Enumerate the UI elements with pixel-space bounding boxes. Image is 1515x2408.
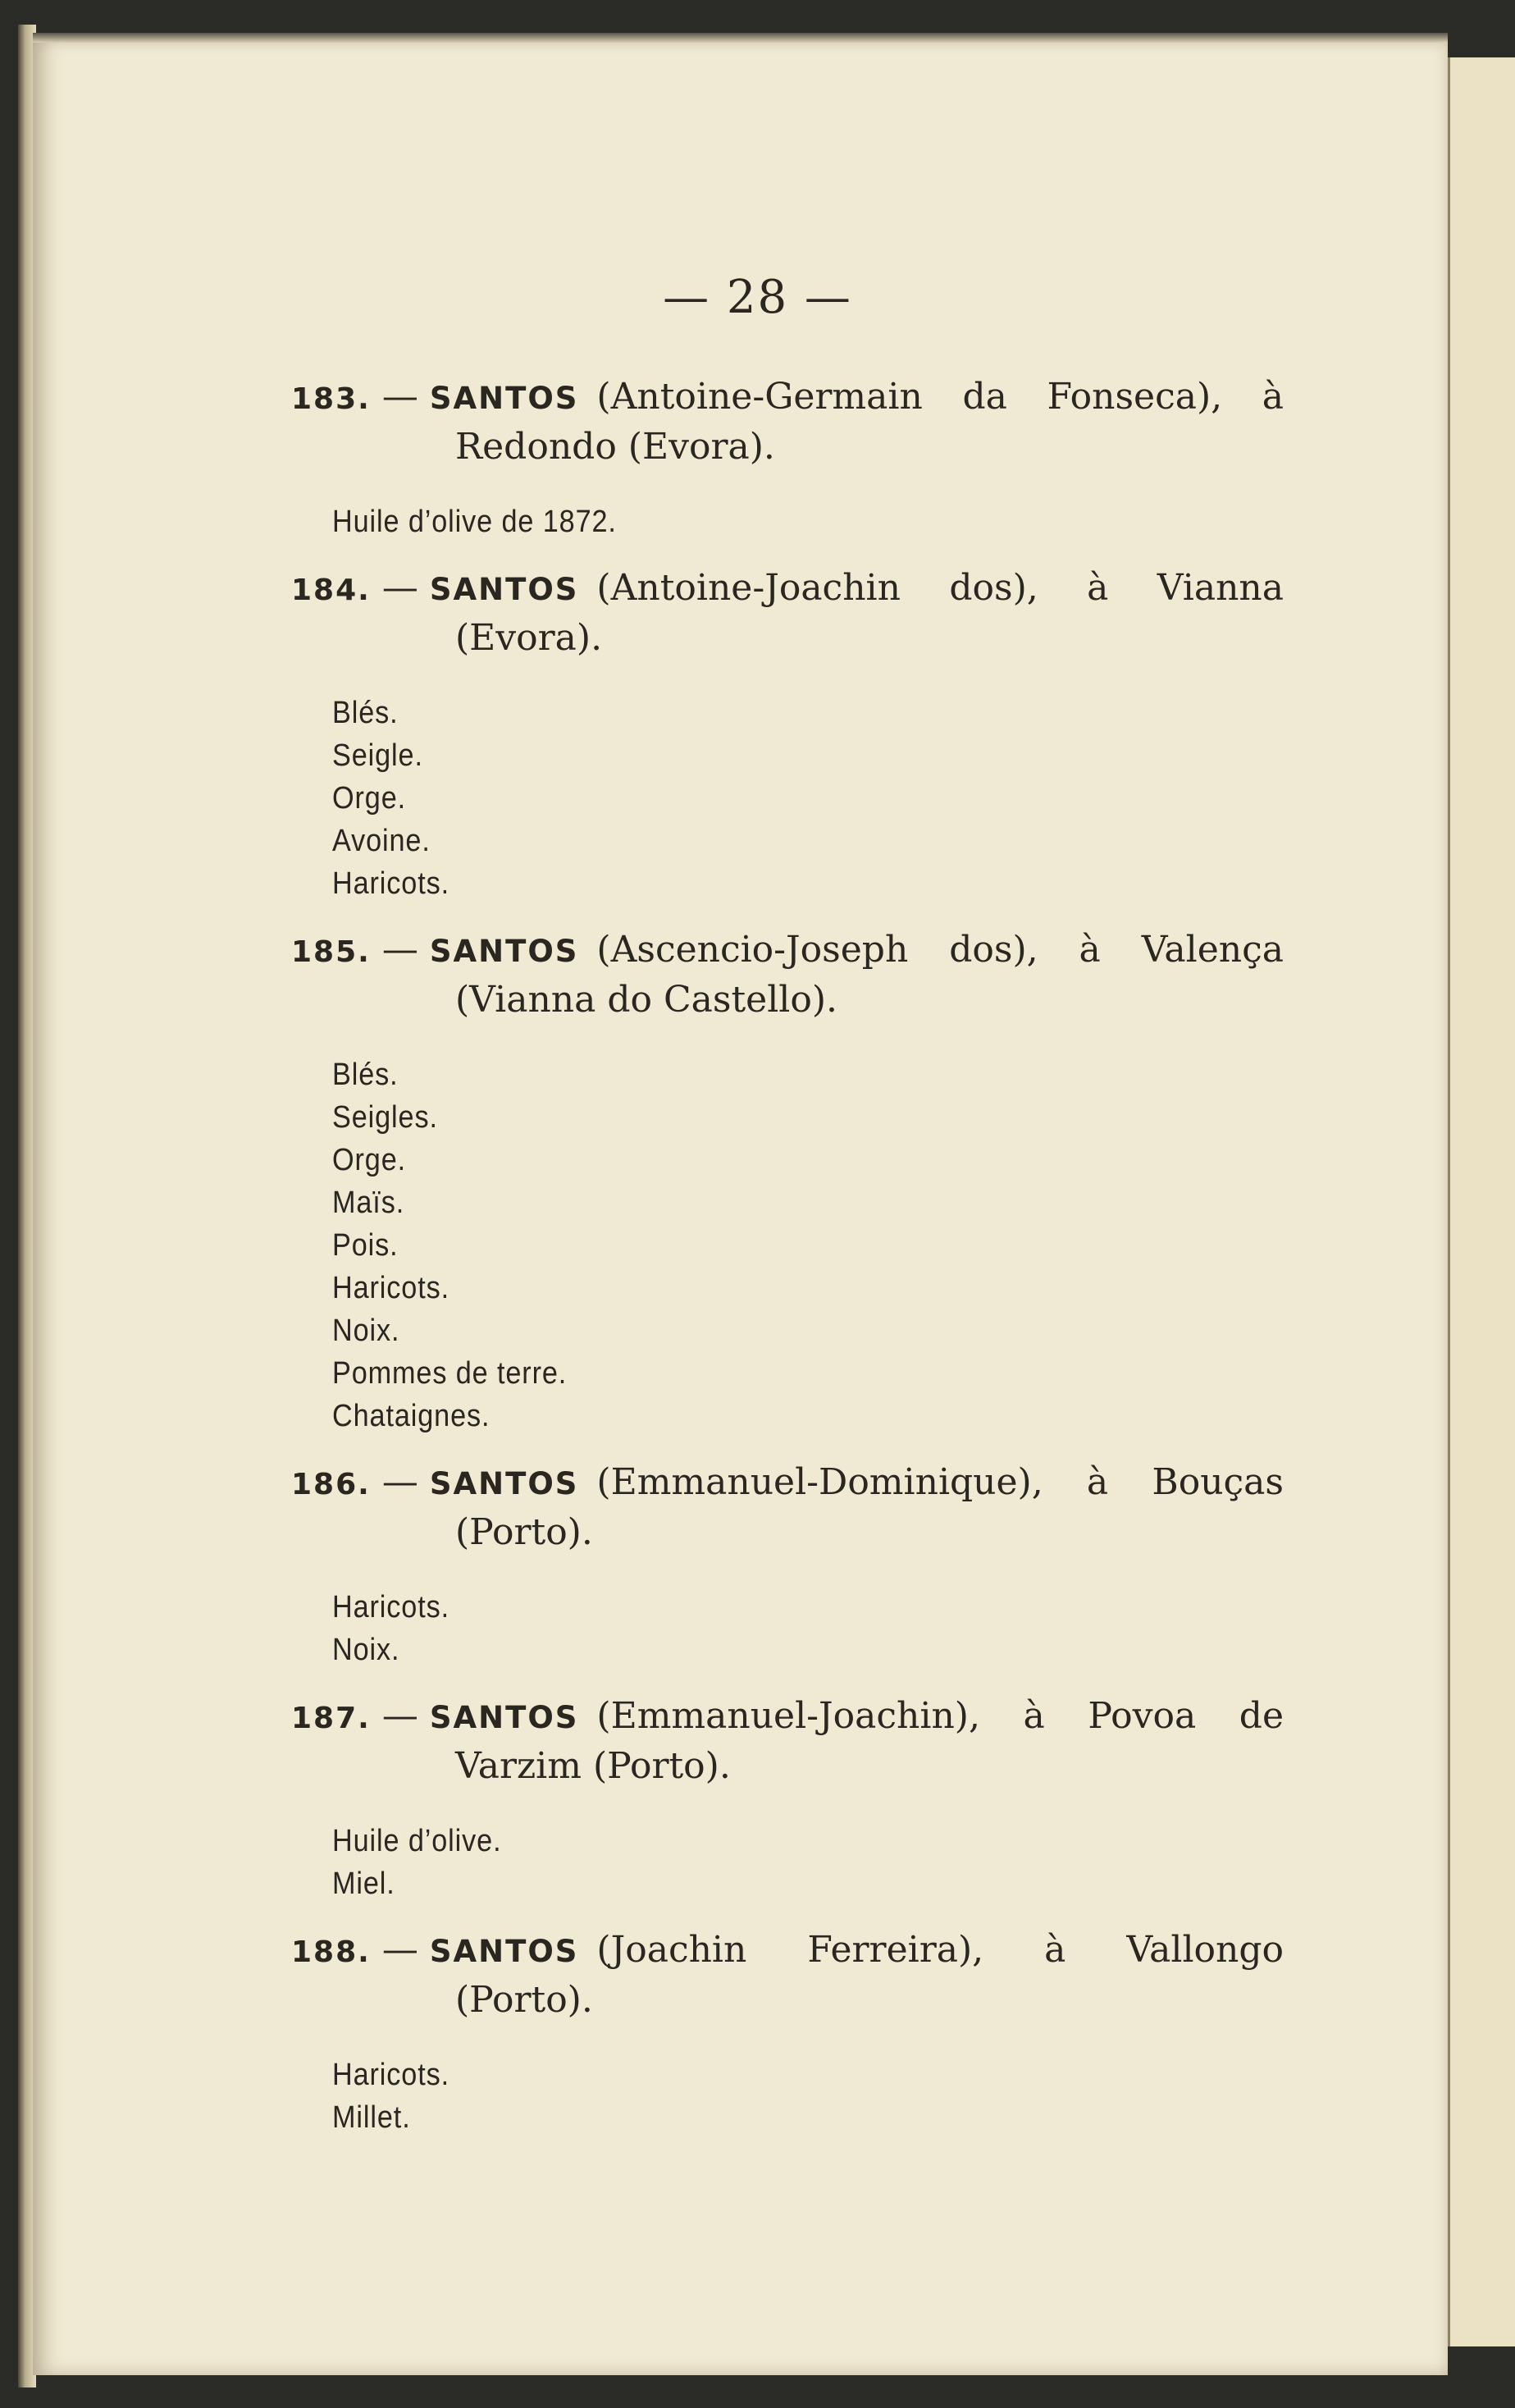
entry-name: SANTOS (429, 572, 579, 607)
entry-name: SANTOS (429, 934, 579, 969)
entry-details: (Emmanuel-Dominique), à Bouças (Porto). (455, 1461, 1284, 1553)
catalogue-entry (291, 373, 1284, 543)
entry-details: (Joachin Ferreira), à Vallongo (Porto). (455, 1929, 1284, 2021)
entry-name: SANTOS (429, 1466, 579, 1501)
product-item: Haricots. (332, 866, 450, 901)
product-item: Haricots. (332, 1590, 450, 1624)
product-item: Blés. (332, 1058, 399, 1092)
product-item: Noix. (332, 1314, 400, 1348)
product-item: Noix. (332, 1633, 400, 1667)
product-item: Pois. (332, 1228, 399, 1263)
product-item: Haricots. (332, 2058, 450, 2092)
product-item: Huile d’olive de 1872. (332, 505, 617, 539)
entry-number: 185. (291, 935, 371, 969)
entry-name: SANTOS (429, 1934, 579, 1969)
product-list (332, 2054, 1189, 2139)
entry-name: SANTOS (429, 1700, 579, 1735)
product-list (332, 500, 1189, 543)
entry-number: 188. (291, 1935, 371, 1969)
entry-heading (291, 1459, 1284, 1556)
entry-dash: — (381, 1461, 418, 1503)
product-item: Seigle. (332, 738, 423, 773)
entry-number: 183. (291, 382, 371, 416)
entry-heading (291, 373, 1284, 471)
product-item: Blés. (332, 696, 399, 730)
next-page-edge (1448, 57, 1515, 2346)
product-item: Pommes de terre. (332, 1356, 568, 1391)
entry-dash: — (381, 1929, 418, 1971)
catalogue-entry (291, 1459, 1284, 1671)
entry-dash: — (381, 567, 418, 609)
product-item: Chataignes. (332, 1399, 491, 1433)
catalogue-entry (291, 926, 1284, 1437)
product-item: Orge. (332, 1143, 407, 1177)
product-item: Maïs. (332, 1186, 405, 1220)
product-item: Miel. (332, 1867, 395, 1901)
page-top-shadow (33, 33, 1448, 43)
product-item: Orge. (332, 781, 407, 816)
catalogue-entry (291, 564, 1284, 905)
entry-heading (291, 926, 1284, 1024)
entry-dash: — (381, 1695, 418, 1737)
product-item: Huile d’olive. (332, 1824, 502, 1858)
entry-details: (Antoine-Germain da Fonseca), à Redondo (Evora). (455, 376, 1284, 468)
page-number: — 28 — (663, 271, 852, 324)
product-list (332, 692, 1189, 905)
catalogue-entry (291, 1693, 1284, 1905)
entry-details: (Ascencio-Joseph dos), à Valença (Vianna do Castello). (455, 929, 1284, 1021)
catalogue-entries (291, 373, 1284, 2160)
entry-name: SANTOS (429, 381, 579, 416)
product-list (332, 1820, 1189, 1905)
entry-number: 187. (291, 1702, 371, 1735)
entry-heading (291, 564, 1284, 662)
product-list (332, 1053, 1189, 1437)
product-item: Seigles. (332, 1100, 438, 1135)
entry-details: (Emmanuel-Joachin), à Povoa de Varzim (Porto). (455, 1695, 1284, 1787)
entry-dash: — (381, 929, 418, 971)
entry-heading (291, 1926, 1284, 2024)
product-item: Avoine. (332, 824, 431, 858)
entry-dash: — (381, 376, 418, 418)
entry-details: (Antoine-Joachin dos), à Vianna (Evora). (455, 567, 1284, 659)
catalogue-entry (291, 1926, 1284, 2139)
product-item: Millet. (332, 2100, 411, 2135)
product-item: Haricots. (332, 1271, 450, 1305)
entry-heading (291, 1693, 1284, 1790)
entry-number: 184. (291, 573, 371, 607)
product-list (332, 1586, 1189, 1671)
entry-number: 186. (291, 1468, 371, 1501)
